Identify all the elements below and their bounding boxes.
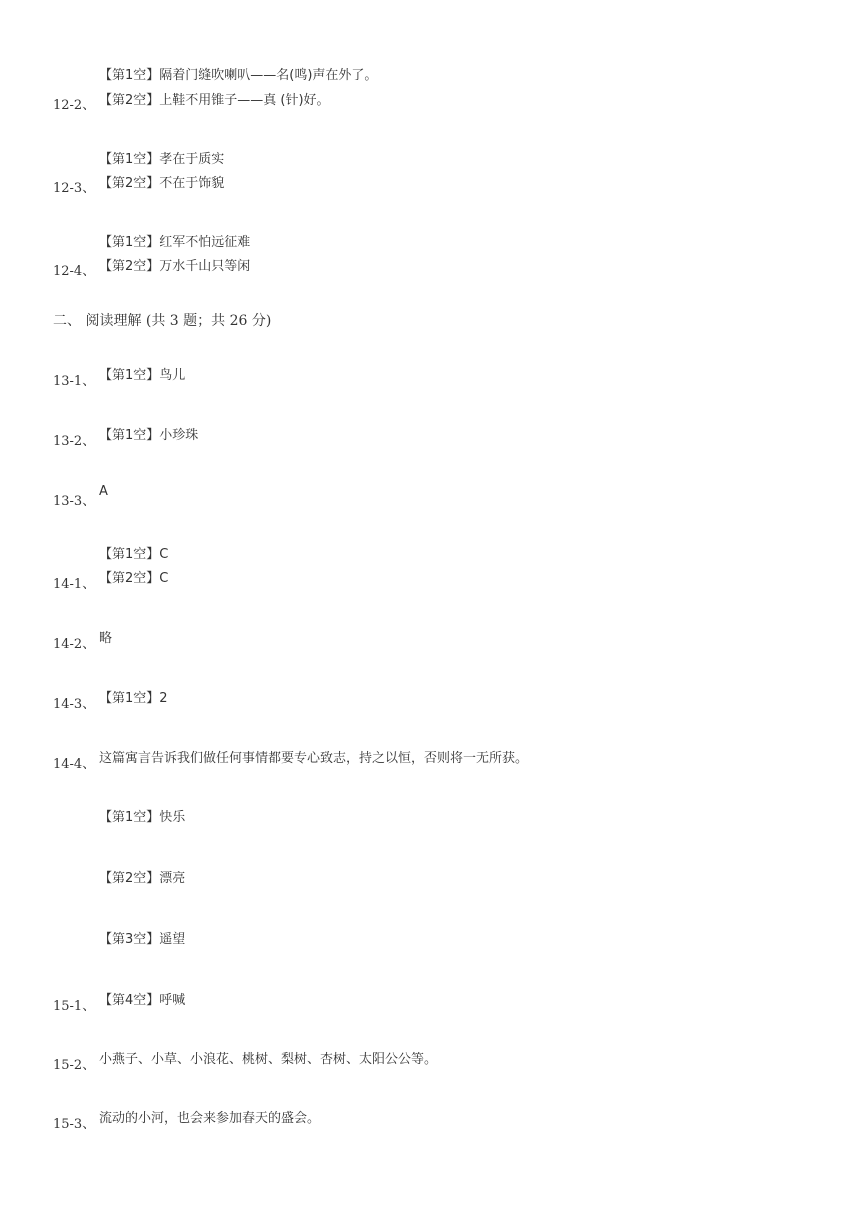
- answer-line: 【第2空】漂亮: [99, 871, 186, 886]
- answer-line: 【第1空】隔着门缝吹喇叭——名(鸣)声在外了。: [99, 68, 378, 83]
- answer-line: 【第1空】快乐: [99, 810, 186, 825]
- question-number: 14-4、: [53, 757, 96, 772]
- question-number: 13-2、: [53, 434, 96, 449]
- question-number: 14-1、: [53, 577, 96, 592]
- question-number: 12-3、: [53, 181, 96, 196]
- answer-line: 【第2空】万水千山只等闲: [99, 259, 251, 274]
- section-heading: 二、 阅读理解 (共 3 题；共 26 分): [53, 313, 272, 329]
- answer-line: 这篇寓言告诉我们做任何事情都要专心致志，持之以恒，否则将一无所获。: [99, 751, 529, 766]
- question-number: 12-2、: [53, 98, 96, 113]
- answer-line: A: [99, 484, 108, 499]
- question-number: 12-4、: [53, 264, 96, 279]
- answer-line: 【第4空】呼喊: [99, 993, 186, 1008]
- answer-line: 【第1空】鸟儿: [99, 368, 186, 383]
- question-number: 13-3、: [53, 494, 96, 509]
- answer-line: 【第2空】不在于饰貌: [99, 176, 225, 191]
- question-number: 15-2、: [53, 1058, 96, 1073]
- answer-line: 【第1空】C: [99, 547, 169, 562]
- answer-line: 【第1空】红军不怕远征难: [99, 235, 251, 250]
- question-number: 14-3、: [53, 697, 96, 712]
- answer-line: 【第1空】孝在于质实: [99, 152, 225, 167]
- question-number: 15-3、: [53, 1117, 96, 1132]
- question-number: 13-1、: [53, 374, 96, 389]
- answer-line: 略: [99, 631, 113, 646]
- answer-line: 小燕子、小草、小浪花、桃树、梨树、杏树、太阳公公等。: [99, 1052, 438, 1067]
- answer-line: 【第2空】C: [99, 571, 169, 586]
- answer-line: 流动的小河，也会来参加春天的盛会。: [99, 1111, 321, 1126]
- question-number: 15-1、: [53, 999, 96, 1014]
- answer-line: 【第1空】2: [99, 691, 168, 706]
- question-number: 14-2、: [53, 637, 96, 652]
- answer-line: 【第1空】小珍珠: [99, 428, 199, 443]
- answer-line: 【第2空】上鞋不用锥子——真 (针)好。: [99, 93, 330, 108]
- answer-line: 【第3空】遥望: [99, 932, 186, 947]
